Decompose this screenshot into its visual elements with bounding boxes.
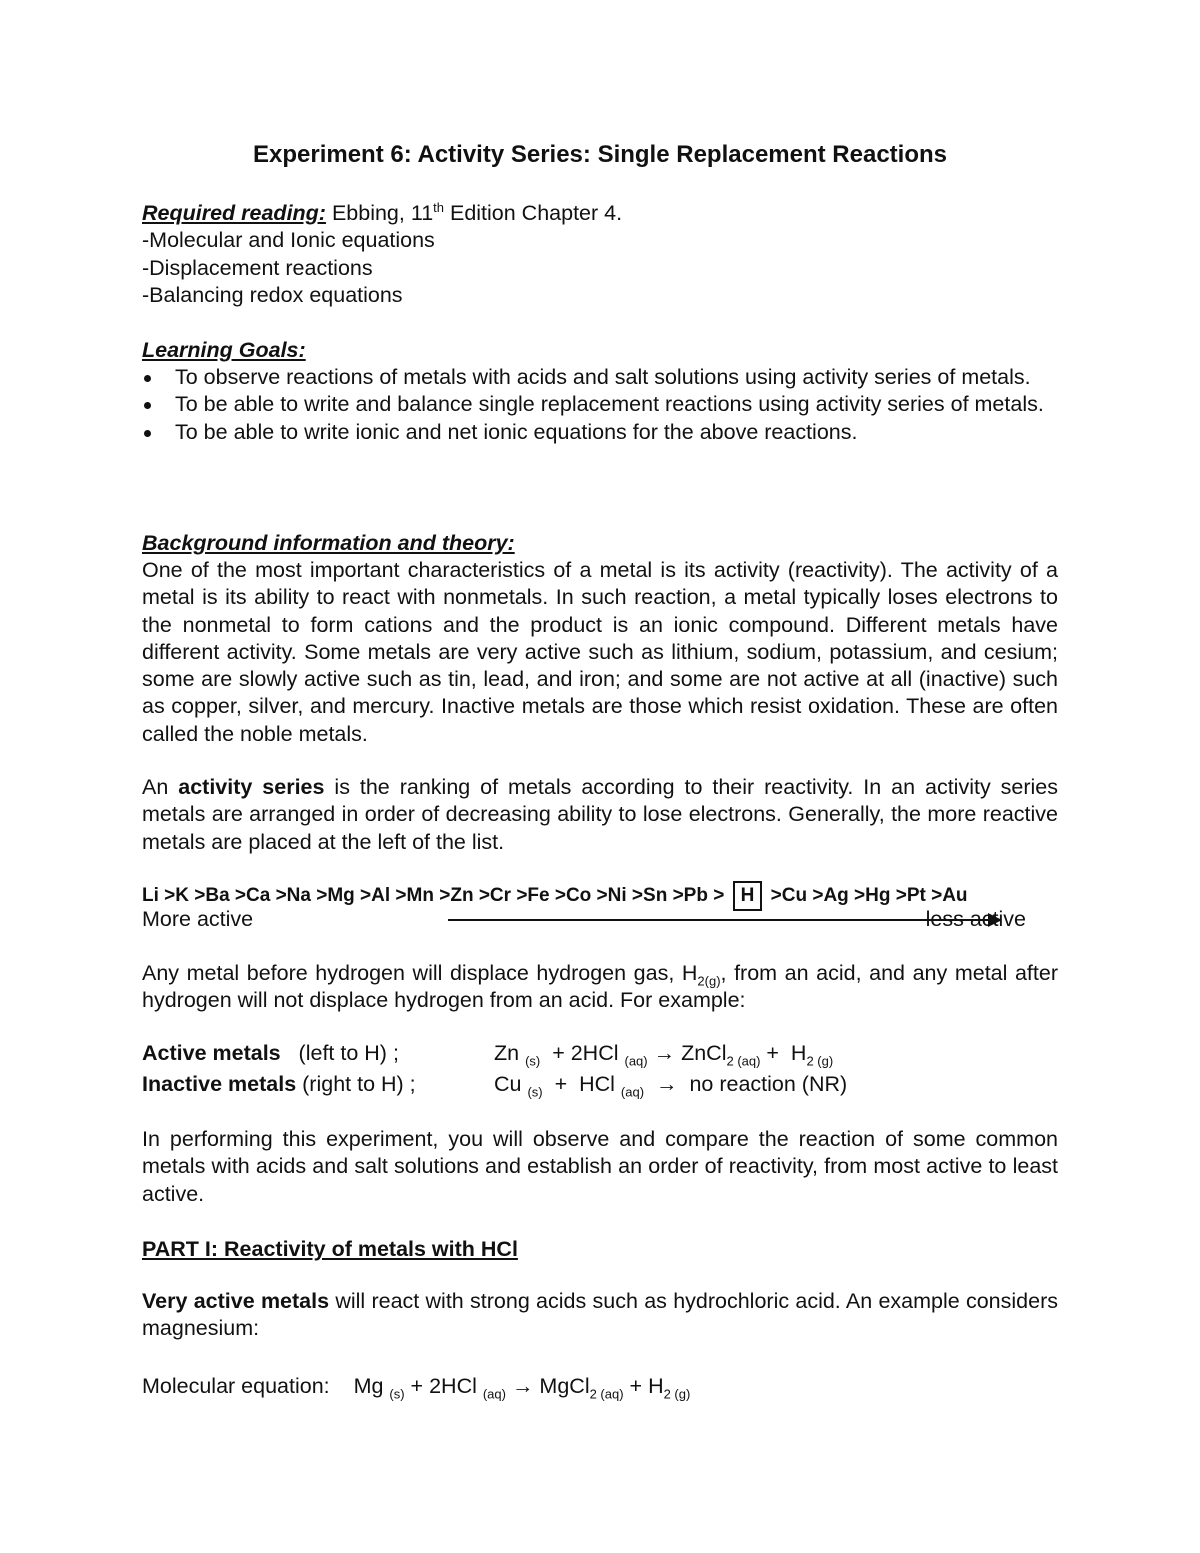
- part1-paragraph: [142, 1288, 1058, 1343]
- required-reading-line: [142, 200, 1058, 227]
- reading-item: -Balancing redox equations: [142, 282, 403, 307]
- reading-text-end: Edition Chapter 4.: [444, 201, 623, 225]
- paragraph-text: will react with strong acids such as hydrochloric acid. An example considers magnesium:: [142, 1289, 1058, 1341]
- active-metals-equation: Zn $_{(s)}$ + 2HCl $_{(aq)}$ → ZnCl$_{2 (aq)}$ + $H_{2 (g)}$: [494, 1041, 834, 1069]
- bullet-icon: [144, 430, 151, 437]
- list-item: [142, 391, 1058, 418]
- required-reading-section: [142, 200, 1058, 309]
- list-item: [142, 364, 1058, 391]
- label-bold: Inactive metals: [142, 1072, 297, 1096]
- required-reading-label: Required reading:: [142, 201, 326, 225]
- page-title: Experiment 6: Activity Series: Single Replacement Reactions: [252, 141, 948, 168]
- list-item-text: To observe reactions of metals with acids and salt solutions using activity series of metals.: [175, 365, 1031, 389]
- part1-heading: PART I: Reactivity of metals with HCl: [142, 1237, 518, 1261]
- reading-item: -Molecular and Ionic equations: [142, 228, 435, 253]
- bullet-icon: [144, 402, 151, 409]
- activity-series-term: activity series: [178, 775, 325, 799]
- list-item-text: To be able to write ionic and net ionic equations for the above reactions.: [175, 419, 858, 444]
- learning-goals-heading: [142, 337, 1058, 364]
- hydrogen-box: H: [733, 881, 763, 911]
- list-item: [142, 419, 1058, 446]
- less-active-label: less active: [925, 907, 1026, 931]
- hydrogen-paragraph: [142, 960, 1058, 1015]
- reading-text-start: Ebbing, 11: [325, 201, 434, 225]
- reading-superscript: th: [433, 199, 444, 215]
- activity-direction: [142, 906, 1058, 934]
- paragraph-text: is the ranking of metals according to their reactivity. In an activity series metals are arranged in order of decreasing ability to lose electrons. Generally, the more reactive metals are placed at the left of the list.: [142, 775, 1058, 854]
- active-metals-label: [142, 1041, 399, 1066]
- series-after-hydrogen: >Cu >Ag >Hg >Pt >Au: [770, 885, 968, 906]
- molecular-equation-label: Molecular equation:: [142, 1374, 330, 1398]
- more-active-label: More active: [142, 907, 254, 931]
- right-arrow-icon: [448, 919, 988, 921]
- series-before-hydrogen: Li >K >Ba >Ca >Na >Mg >Al >Mn >Zn >Cr >Fe >Co >Ni >Sn >Pb >: [142, 885, 725, 906]
- learning-goals-label: Learning Goals:: [142, 338, 306, 362]
- learning-goals-list: [142, 364, 1058, 446]
- background-heading: [142, 530, 1058, 557]
- molecular-equation: Molecular equation: Mg $_{(s)}$ + 2HCl $_{(aq)}$ → MgCl$_{2 (aq)}$ + $H_{2 (g)}$: [142, 1374, 691, 1402]
- paragraph-text: , from an acid, and any metal after hydrogen will not displace hydrogen from an acid. For example:: [142, 961, 1058, 1013]
- background-paragraph: One of the most important characteristics of a metal is its activity (reactivity). The activity of a metal is its ability to react with nonmetals. In such reaction, a metal typically loses electrons to the nonmetal to form cations and the product is an ionic compound. Different metals have different activity. Some metals are very active such as lithium, sodium, potassium, and cesium; some are slowly active such as tin, lead, and iron; and some are not active at all (inactive) such as copper, silver, and mercury. Inactive metals are those which resist oxidation. These are often called the noble metals.: [142, 558, 1058, 746]
- paragraph-text: Any metal before hydrogen will displace hydrogen gas, H: [142, 961, 698, 985]
- reading-item: -Displacement reactions: [142, 255, 373, 280]
- bullet-icon: [144, 375, 151, 382]
- subscript: 2(g): [697, 973, 721, 989]
- performing-paragraph: In performing this experiment, you will observe and compare the reaction of some common metals with acids and salt solutions and establish an order of reactivity, from most active to least active.: [142, 1127, 1058, 1206]
- inactive-metals-equation: Cu $_{(s)}$ + HCl $_{(aq)}$ → no reaction (NR): [494, 1072, 848, 1100]
- label-bold: Active metals: [142, 1041, 281, 1065]
- very-active-metals-term: Very active metals: [142, 1289, 330, 1313]
- list-item-text: To be able to write and balance single replacement reactions using activity series of metals.: [175, 392, 1044, 417]
- background-label: Background information and theory:: [142, 531, 515, 555]
- label-text: (left to H) ;: [280, 1041, 399, 1065]
- inactive-metals-label: [142, 1072, 416, 1097]
- label-text: (right to H) ;: [296, 1072, 416, 1096]
- activity-series-paragraph: [142, 774, 1058, 856]
- paragraph-text: An: [142, 775, 179, 799]
